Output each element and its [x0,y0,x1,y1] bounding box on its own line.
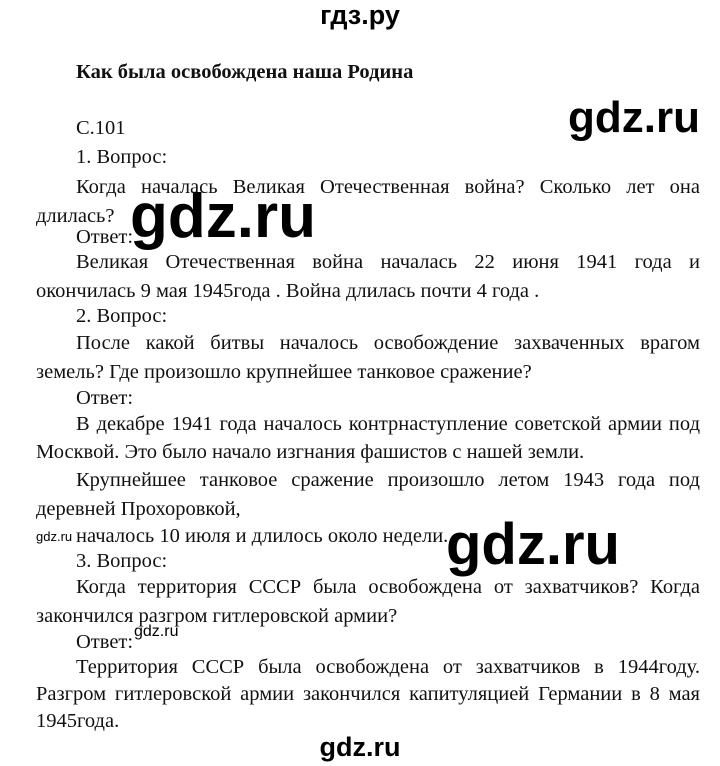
answer-2-text: деревней Прохоровкой, [36,498,241,520]
question-2-text: земель? Где произошло крупнейшее танковое сражение? [36,361,532,383]
watermark: gdz.ru [134,623,179,640]
page-title: Как была освобождена наша Родина [76,61,414,83]
page-reference: С.101 [76,117,126,139]
watermark: gdz.ru [36,529,73,544]
question-2-label: 2. Вопрос: [76,305,168,327]
question-1-text: Когда началась Великая Отечественная война? Сколько лет она [76,176,700,198]
footer-watermark: gdz.ru [319,732,401,762]
watermark: gdz.ru [446,512,620,577]
answer-3-text: Территория СССР была освобождена от захватчиков в 1944году. [76,656,700,678]
answer-2-text: Москвой. Это было начало изгнания фашистов с нашей земли. [36,441,585,463]
answer-2-text: В декабре 1941 года началось контрнаступление советской армии под [76,413,700,435]
question-1-text: длилась? [36,205,115,227]
answer-1-text: окончилась 9 мая 1945года . Война длилась почти 4 года . [36,280,540,302]
question-3-text: закончился разгром гитлеровской армии? [36,605,398,627]
watermark: gdz.ru [568,93,700,142]
question-3-label: 3. Вопрос: [76,550,168,572]
question-2-text: После какой битвы началось освобождение захваченных врагом [76,332,700,354]
answer-2-text: Крупнейшее танковое сражение произошло летом 1943 года под [76,469,700,491]
question-1-label: 1. Вопрос: [76,146,168,168]
header-watermark: гдз.ру [320,0,400,30]
answer-1-text: Великая Отечественная война началась 22 июня 1941 года и [76,251,700,273]
answer-2-label: Ответ: [76,387,134,409]
answer-1-label: Ответ: [76,226,134,248]
answer-3-label: Ответ: [76,631,134,653]
watermark: gdz.ru [130,182,316,251]
answer-2-text: началось 10 июля и длилось около недели. [76,525,449,547]
answer-3-text: 1945года. [36,710,120,732]
answer-3-text: Разгром гитлеровской армии закончился капитуляцией Германии в 8 мая [36,683,700,705]
question-3-text: Когда территория СССР была освобождена от захватчиков? Когда [76,576,700,598]
